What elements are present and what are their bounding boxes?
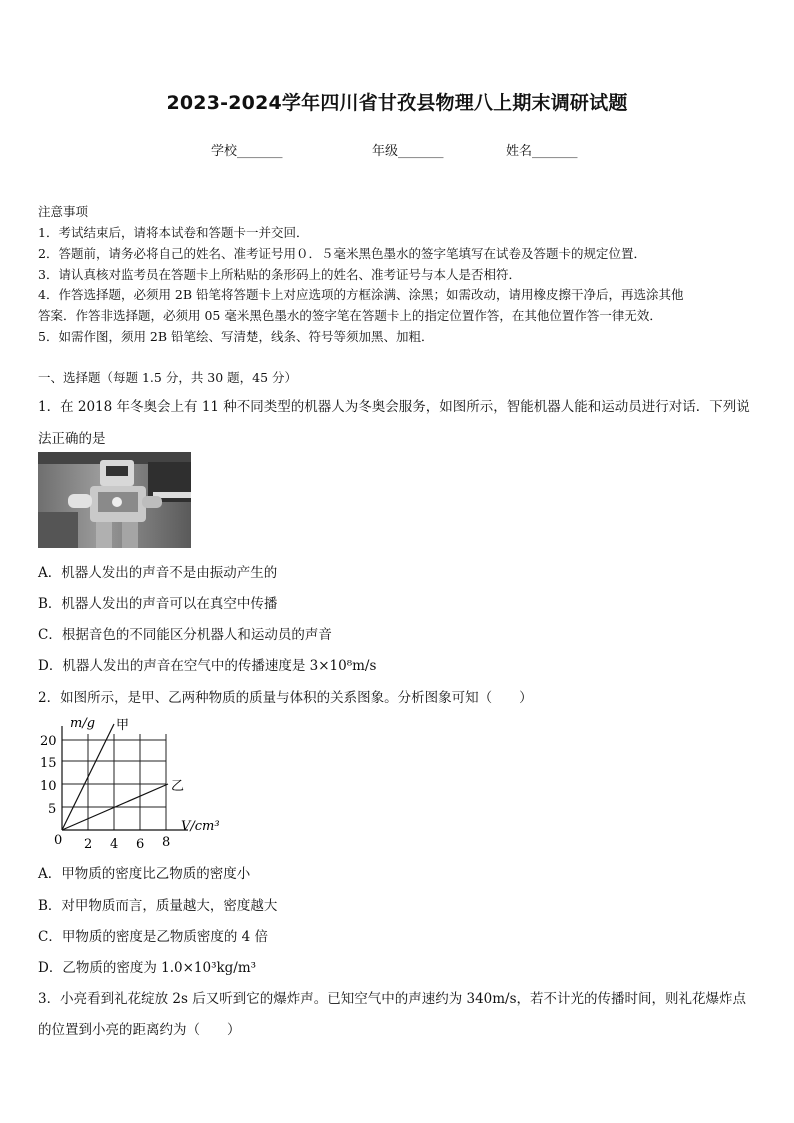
question-2-option-d: D．乙物质的密度为 1.0×10³kg/m³ (38, 960, 257, 976)
x-tick-label: 6 (136, 837, 145, 850)
question-2-option-c: C．甲物质的密度是乙物质密度的 4 倍 (38, 929, 269, 945)
notice-item: 3．请认真核对监考员在答题卡上所粘贴的条形码上的姓名、准考证号与本人是否相符． (38, 267, 521, 282)
origin-label: 0 (54, 833, 63, 848)
notice-item: 1．考试结束后，请将本试卷和答题卡一并交回． (38, 225, 309, 240)
question-3-stem: 3．小亮看到礼花绽放 2s 后又听到它的爆炸声。已知空气中的声速约为 340m/s，若不计光的传播时间，则礼花爆炸点 (38, 991, 747, 1007)
school-field: 学校_______ (211, 144, 283, 159)
notice-item: 2．答题前，请务必将自己的姓名、准考证号用０．５毫米黑色墨水的签字笔填写在试卷及答题卡的规定位置． (38, 246, 646, 261)
question-2-option-b: B．对甲物质而言，质量越大，密度越大 (38, 898, 278, 914)
notice-heading: 注意事项 (38, 204, 89, 219)
question-1-option-c: C．根据音色的不同能区分机器人和运动员的声音 (38, 627, 332, 643)
y-tick-label: 5 (48, 802, 57, 817)
y-tick-label: 20 (40, 734, 57, 749)
y-tick-label: 15 (40, 756, 57, 771)
question-1-option-d: D．机器人发出的声音在空气中的传播速度是 3×10⁸m/s (38, 658, 377, 674)
name-field: 姓名_______ (506, 144, 578, 159)
series-jia-label: 甲 (116, 718, 130, 733)
y-tick-label: 10 (40, 779, 57, 794)
series-yi-label: 乙 (171, 779, 185, 794)
x-tick-label: 2 (84, 837, 93, 850)
question-1-stem-cont: 法正确的是 (38, 431, 106, 447)
question-2-stem: 2．如图所示，是甲、乙两种物质的质量与体积的关系图象。分析图象可知（ ） (38, 690, 533, 706)
notice-item: 5．如需作图，须用 2B 铅笔绘、写清楚，线条、符号等须加黑、加粗． (38, 329, 434, 344)
section-heading: 一、选择题（每题 1.5 分，共 30 题，45 分） (38, 370, 298, 385)
question-1-option-a: A．机器人发出的声音不是由振动产生的 (38, 565, 278, 581)
y-axis-label: m/g (70, 716, 96, 731)
question-1-stem: 1．在 2018 年冬奥会上有 11 种不同类型的机器人为冬奥会服务，如图所示，智能机器人能和运动员进行对话．下列说 (38, 399, 750, 415)
question-3-stem-cont: 的位置到小亮的距离约为（ ） (38, 1022, 241, 1038)
x-tick-label: 4 (110, 837, 119, 850)
page-title: 2023-2024学年四川省甘孜县物理八上期末调研试题 (166, 92, 628, 114)
x-axis-label: V/cm³ (181, 819, 220, 834)
question-1-option-b: B．机器人发出的声音可以在真空中传播 (38, 596, 278, 612)
mass-volume-graph (38, 712, 228, 854)
robot-photo (38, 452, 191, 548)
question-2-option-a: A．甲物质的密度比乙物质的密度小 (38, 866, 251, 882)
notice-item: 4．作答选择题，必须用 2B 铅笔将答题卡上对应选项的方框涂满、涂黑；如需改动，请用橡皮擦干净后，再选涂其他 (38, 287, 684, 302)
x-tick-label: 8 (162, 835, 171, 850)
grade-field: 年级_______ (372, 144, 444, 159)
notice-item: 答案．作答非选择题，必须用 05 毫米黑色墨水的签字笔在答题卡上的指定位置作答，在其他位置作答一律无效． (38, 308, 662, 323)
